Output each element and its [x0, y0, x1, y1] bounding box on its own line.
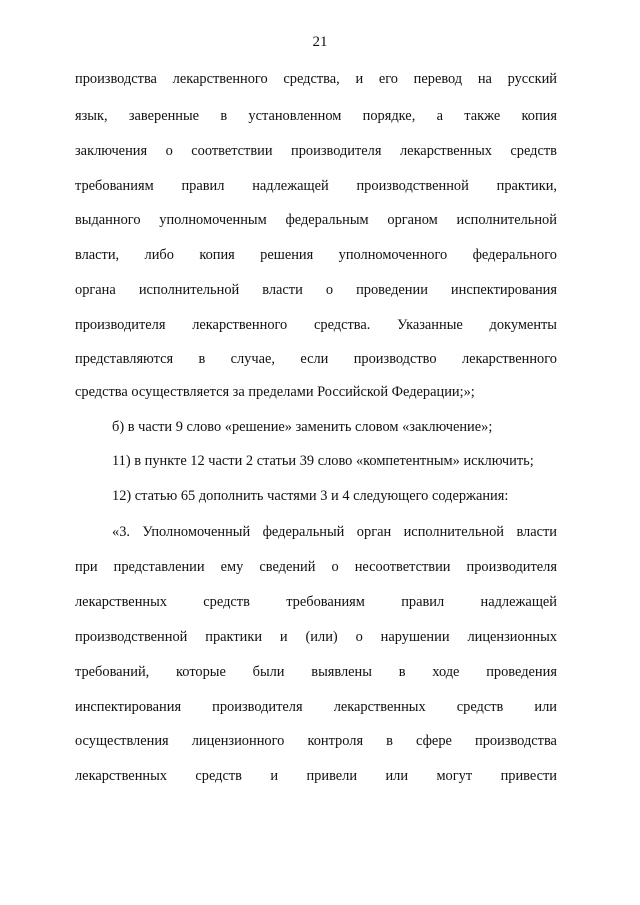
word: сведений	[259, 559, 316, 575]
word: инспектирования	[450, 282, 557, 298]
word: решения	[260, 247, 314, 263]
word: о	[325, 282, 334, 298]
word: требованиям	[75, 178, 154, 194]
word: лекарственных	[333, 699, 426, 715]
word: «3.	[112, 524, 130, 540]
word: привели	[306, 768, 358, 784]
word: средств	[510, 143, 557, 159]
word: а	[436, 108, 443, 124]
word: средства,	[283, 71, 340, 87]
word: органа	[75, 282, 116, 298]
word: лицензионных	[467, 629, 557, 645]
word: его	[378, 71, 398, 87]
word: проведения	[486, 664, 557, 680]
word: лекарственных	[75, 594, 167, 610]
word: федеральный	[262, 524, 345, 540]
text-line-21	[75, 767, 557, 785]
word: ходе	[432, 664, 460, 680]
text-line-16	[75, 593, 557, 611]
word: производства	[75, 71, 157, 87]
word: сфере	[416, 733, 452, 749]
word: инспектирования	[75, 699, 182, 715]
word: перевод	[413, 71, 463, 87]
word: орган	[356, 524, 392, 540]
word: и	[270, 768, 279, 784]
text-line-6	[75, 246, 557, 264]
text-line-7	[75, 281, 557, 299]
word: также	[464, 108, 501, 124]
word: порядке,	[362, 108, 416, 124]
word: практики,	[496, 178, 557, 194]
word: производства	[475, 733, 557, 749]
word: установленном	[248, 108, 342, 124]
word: осуществления	[75, 733, 169, 749]
word: в	[198, 351, 206, 367]
word: о	[165, 143, 173, 159]
text-line-10: средства осуществляется за пределами Российской Федерации;»;	[75, 384, 475, 400]
word: копия	[199, 247, 235, 263]
word: органом	[387, 212, 438, 228]
word: либо	[144, 247, 174, 263]
word: лицензионного	[191, 733, 285, 749]
word: Указанные	[397, 317, 463, 333]
word: могут	[436, 768, 473, 784]
word: нарушении	[380, 629, 450, 645]
word: (или)	[305, 629, 338, 645]
word: средств	[195, 768, 242, 784]
word: лекарственного	[172, 71, 268, 87]
word: документы	[489, 317, 557, 333]
word: при	[75, 559, 98, 575]
text-line-3	[75, 142, 557, 160]
text-line-5	[75, 211, 557, 229]
text-line-20	[75, 732, 557, 750]
word: в	[398, 664, 406, 680]
word: власти	[516, 524, 557, 540]
word: производство	[353, 351, 437, 367]
word: о	[331, 559, 339, 575]
text-line-14	[112, 523, 557, 541]
page-number: 21	[312, 34, 328, 50]
item-11: 11) в пункте 12 части 2 статьи 39 слово «компетентным» исключить;	[112, 453, 534, 469]
word: если	[300, 351, 329, 367]
word: или	[534, 699, 557, 715]
word: исполнительной	[456, 212, 557, 228]
word: производственной	[75, 629, 188, 645]
word: надлежащей	[252, 178, 329, 194]
word: язык,	[75, 108, 108, 124]
word: несоответствии	[354, 559, 451, 575]
text-line-9	[75, 350, 557, 368]
word: в	[220, 108, 228, 124]
text-line-15	[75, 558, 557, 576]
word: представляются	[75, 351, 174, 367]
word: производителя	[466, 559, 557, 575]
word: уполномоченным	[159, 212, 267, 228]
word: лекарственных	[75, 768, 167, 784]
word: были	[252, 664, 285, 680]
word: власти	[262, 282, 303, 298]
word: лекарственного	[461, 351, 557, 367]
word: исполнительной	[138, 282, 240, 298]
text-line-2	[75, 107, 557, 125]
word: заверенные	[128, 108, 200, 124]
word: в	[386, 733, 393, 749]
word: о	[355, 629, 363, 645]
word: производителя	[75, 317, 166, 333]
text-line-17	[75, 628, 557, 646]
word: и	[355, 71, 364, 87]
word: производителя	[212, 699, 303, 715]
text-line-18	[75, 663, 557, 681]
word: или	[385, 768, 409, 784]
word: копия	[521, 108, 557, 124]
word: власти,	[75, 247, 120, 263]
word: производственной	[356, 178, 469, 194]
word: Уполномоченный	[142, 524, 251, 540]
word: лекарственных	[399, 143, 492, 159]
text-line-1	[75, 70, 557, 88]
word: русский	[507, 71, 557, 87]
word: выданного	[75, 212, 141, 228]
word: правил	[181, 178, 225, 194]
word: ему	[220, 559, 244, 575]
word: выявлены	[311, 664, 372, 680]
word: на	[477, 71, 492, 87]
word: средств	[456, 699, 504, 715]
item-b: б) в части 9 слово «решение» заменить словом «заключение»;	[112, 419, 493, 435]
word: контроля	[307, 733, 364, 749]
item-12: 12) статью 65 дополнить частями 3 и 4 следующего содержания:	[112, 488, 509, 504]
word: правил	[401, 594, 445, 610]
word: привести	[500, 768, 557, 784]
word: которые	[176, 664, 226, 680]
word: федеральным	[285, 212, 369, 228]
word: заключения	[75, 143, 148, 159]
word: средства.	[314, 317, 371, 333]
word: лекарственного	[192, 317, 288, 333]
text-line-4	[75, 177, 557, 195]
word: федерального	[472, 247, 557, 263]
word: случае,	[230, 351, 275, 367]
text-line-8	[75, 316, 557, 334]
word: представлении	[113, 559, 205, 575]
word: производителя	[291, 143, 382, 159]
word: проведении	[356, 282, 428, 298]
word: средств	[203, 594, 250, 610]
word: и	[279, 629, 288, 645]
word: надлежащей	[480, 594, 557, 610]
text-line-19	[75, 698, 557, 716]
word: требованиям	[286, 594, 365, 610]
word: исполнительной	[403, 524, 505, 540]
word: соответствии	[191, 143, 273, 159]
word: требований,	[75, 664, 150, 680]
word: уполномоченного	[338, 247, 448, 263]
word: практики	[205, 629, 263, 645]
